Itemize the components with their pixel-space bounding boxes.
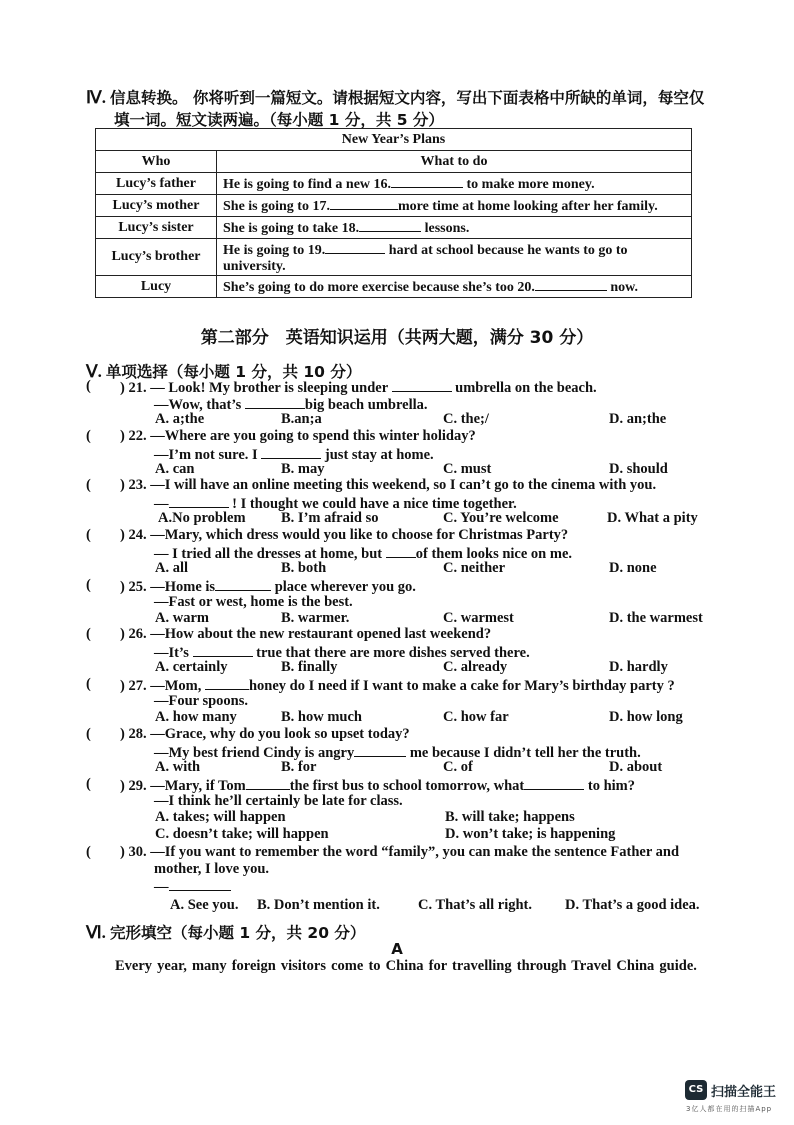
question-text: —Grace, why do you look so upset today? [150,726,410,742]
option-d[interactable]: D. hardly [609,659,668,675]
question-blank [246,776,290,790]
question-blank [205,676,249,690]
section-4-heading [86,86,704,108]
section-4-instruction-line2: 填一词。短文读两遍。（每小题 1 分，共 5 分） [114,111,444,129]
camscanner-name: 扫描全能王 [711,1085,777,1100]
question-blank [392,378,452,392]
question-text: — I tried all the dresses at home, but [154,545,386,562]
question-blank [386,544,416,558]
what-text: She is going to take 18. [223,221,360,236]
question-text: —I will have an online meeting this weekend, so I can’t go to the cinema with you. [150,477,657,493]
question-text: place wherever you go. [271,579,416,595]
who-cell: Lucy’s mother [96,195,217,217]
answer-bracket[interactable]: ( [86,676,91,692]
question-text: —Where are you going to spend this winter holiday? [150,428,476,444]
answer-blank-20[interactable] [535,277,607,291]
question-text: me because I didn’t tell her the truth. [406,744,641,761]
answer-blank-18[interactable] [359,218,421,232]
what-cell [217,173,692,195]
option-d[interactable]: D. That’s a good idea. [565,897,700,913]
new-year-plans-table [95,128,692,298]
question-text: mother, I love you. [154,860,270,877]
question-number: ) 25. [120,579,147,595]
what-text: more time at home looking after her family. [397,199,658,214]
answer-blank-17[interactable] [330,196,398,210]
option-b[interactable]: B. finally [281,659,338,675]
what-text: hard at school because he wants to go to [385,242,628,258]
question-text: —Fast or west, home is the best. [154,593,353,610]
question-28 [86,726,726,776]
section-4-instruction-line1: 信息转换。 你将听到一篇短文。请根据短文内容，写出下面表格中所缺的单词，每空仅 [109,89,705,107]
what-text: He is going to 19. [223,242,326,258]
option-c[interactable]: C. the;/ [443,411,489,427]
option-b[interactable]: B. warmer. [281,610,350,626]
answer-blank-19[interactable] [325,240,385,254]
section-5-number: Ⅴ. [86,362,102,381]
option-a[interactable]: A.No problem [158,510,246,526]
option-a[interactable]: A. how many [155,709,237,725]
question-text: umbrella on the beach. [451,380,597,396]
section-6-number: Ⅵ. [86,923,106,942]
section-4-number: Ⅳ. [86,88,106,107]
question-text: the first bus to school tomorrow, what [289,778,525,794]
question-blank [193,643,253,657]
question-text: —Four spoons. [154,692,249,709]
answer-blank-16[interactable] [391,174,463,188]
question-26 [86,626,726,676]
table-row [96,173,692,195]
question-blank [354,743,406,757]
what-cell [217,239,692,276]
question-number: ) 22. [120,428,147,444]
question-27 [86,676,726,726]
what-text: now. [606,280,638,295]
col-header-what: What to do [217,151,692,173]
question-number: ) 29. [120,778,147,794]
question-22 [86,428,726,478]
answer-bracket[interactable]: ( [86,776,91,792]
option-c[interactable]: C. neither [443,560,506,576]
option-a[interactable]: A. certainly [155,659,228,675]
answer-bracket[interactable]: ( [86,844,91,860]
question-text: ! I thought we could have a nice time together. [228,495,517,512]
what-text: lessons. [421,221,470,236]
question-text: true that there are more dishes served there. [252,644,530,661]
option-b[interactable]: B. for [281,759,317,775]
option-c[interactable]: C. You’re welcome [443,510,559,526]
option-d[interactable]: D. how long [609,709,683,725]
question-text: — [154,495,169,512]
option-d[interactable]: D. should [609,461,668,477]
option-b[interactable]: B. may [281,461,325,477]
table-row [96,195,692,217]
question-21 [86,378,726,428]
question-blank [169,494,229,508]
question-text: —I think he’ll certainly be late for class. [154,792,403,809]
question-text: —I’m not sure. I [154,446,262,463]
option-d[interactable]: D. What a pity [607,510,698,526]
question-number: ) 26. [120,626,147,642]
option-a[interactable]: A. See you. [170,897,239,913]
table-row [96,276,692,298]
section-5-title: 单项选择（每小题 1 分，共 10 分） [105,363,362,381]
question-24 [86,527,726,577]
question-text: —Mary, which dress would you like to choose for Christmas Party? [150,527,569,543]
question-text: —Wow, that’s [154,396,245,413]
option-a[interactable]: A. warm [155,610,209,626]
table-title: New Year’s Plans [96,129,692,151]
question-blank [261,445,321,459]
question-30 [86,844,726,914]
who-cell: Lucy [96,276,217,298]
option-d[interactable]: D. the warmest [609,610,703,626]
option-c[interactable]: C. That’s all right. [418,897,532,913]
question-text: — Look! My brother is sleeping under [150,380,392,396]
option-b[interactable]: B. Don’t mention it. [257,897,380,913]
option-d[interactable]: D. won’t take; is happening [445,825,616,842]
option-a[interactable]: A. all [155,560,189,576]
question-text: —If you want to remember the word “family”, you can make the sentence Father and [150,844,680,860]
question-text: big beach umbrella. [304,396,428,413]
who-cell: Lucy’s brother [96,239,217,276]
col-header-who: Who [96,151,217,173]
option-c[interactable]: C. of [443,759,473,775]
question-29 [86,776,726,842]
option-b[interactable]: B. will take; happens [445,809,575,825]
what-cell [217,217,692,239]
question-25 [86,577,726,627]
option-c[interactable]: C. how far [443,709,509,725]
option-b[interactable]: B.an;a [281,411,322,427]
answer-bracket[interactable]: ( [86,428,91,444]
question-text: — [154,879,169,895]
passage-text: Every year, many foreign visitors come to China for travelling through Travel China guide. [115,958,697,974]
who-cell: Lucy’s father [96,173,217,195]
option-d[interactable]: D. about [609,759,663,775]
option-c[interactable]: C. warmest [443,610,514,626]
option-b[interactable]: B. how much [281,709,362,725]
option-c[interactable]: C. doesn’t take; will happen [155,825,329,842]
answer-bracket[interactable]: ( [86,726,91,742]
option-c[interactable]: C. already [443,659,508,675]
answer-bracket[interactable]: ( [86,577,91,593]
option-d[interactable]: D. an;the [609,411,667,427]
question-number: ) 28. [120,726,147,742]
option-c[interactable]: C. must [443,461,492,477]
what-cell [217,276,692,298]
question-blank [215,577,271,591]
question-text: —My best friend Cindy is angry [154,744,355,761]
section-6-title: 完形填空（每小题 1 分，共 20 分） [109,924,366,942]
camscanner-logo-icon: CS [685,1080,707,1100]
question-text: of them looks nice on me. [415,545,572,562]
answer-bracket[interactable]: ( [86,477,91,493]
question-text: —Home is [150,579,216,595]
question-text: to him? [584,778,635,794]
what-text: university. [223,258,286,274]
answer-bracket[interactable]: ( [86,626,91,642]
option-a[interactable]: A. a;the [155,411,205,427]
option-b[interactable]: B. both [281,560,327,576]
what-cell [217,195,692,217]
answer-bracket[interactable]: ( [86,378,91,394]
option-b[interactable]: B. I’m afraid so [281,510,379,526]
answer-bracket[interactable]: ( [86,527,91,543]
question-23 [86,477,726,527]
question-number: ) 24. [120,527,147,543]
question-text: —Mary, if Tom [150,778,246,794]
table-row [96,239,692,276]
passage-title: A [391,940,403,958]
question-number: ) 30. [120,844,147,860]
what-text: She is going to 17. [223,199,330,214]
question-text: —It’s [154,644,193,661]
what-text: She’s going to do more exercise because she’s too 20. [223,280,535,295]
question-number: ) 23. [120,477,147,493]
option-a[interactable]: A. with [155,759,201,775]
who-cell: Lucy’s sister [96,217,217,239]
table-row [96,217,692,239]
question-text: —Mom, [150,678,205,694]
question-text: just stay at home. [321,446,434,463]
question-text: —How about the new restaurant opened last weekend? [150,626,492,642]
question-text: honey do I need if I want to make a cake for Mary’s birthday party ? [248,678,675,694]
option-d[interactable]: D. none [609,560,657,576]
what-text: He is going to find a new 16. [223,177,392,192]
question-number: ) 21. [120,380,147,396]
what-text: to make more money. [463,177,595,192]
question-number: ) 27. [120,678,147,694]
question-blank [524,776,584,790]
part-2-heading: 第二部分 英语知识运用（共两大题，满分 30 分） [200,328,594,348]
camscanner-tagline: 3亿人都在用的扫描App [686,1105,773,1113]
question-blank [245,395,305,409]
question-blank [169,877,231,891]
option-a[interactable]: A. can [155,461,195,477]
option-a[interactable]: A. takes; will happen [155,809,286,825]
